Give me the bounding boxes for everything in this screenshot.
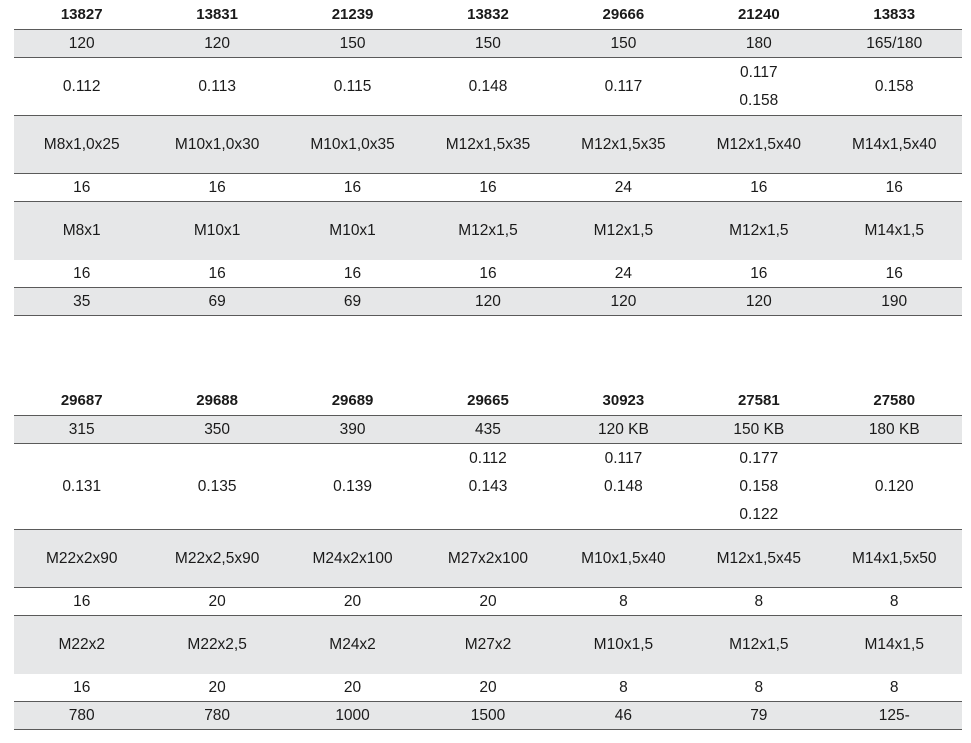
cell-value: 16	[479, 178, 497, 196]
cell-value: M14x1,5x40	[852, 135, 937, 153]
cell-value: 16	[479, 264, 497, 282]
cell-value: M12x1,5	[593, 222, 654, 239]
cell-value: 0.131	[62, 477, 102, 495]
cell-value: 16	[73, 592, 91, 610]
cell-value: 20	[343, 592, 362, 610]
cell-value: M8x1	[62, 222, 101, 239]
cell-value: 120	[745, 292, 772, 310]
table-cell	[285, 288, 420, 315]
cell-value: 0.122	[739, 505, 779, 523]
table-row	[14, 702, 962, 730]
table-cell	[149, 588, 284, 615]
table-cell	[420, 588, 555, 615]
table-row	[14, 674, 962, 702]
table-cell	[285, 30, 420, 57]
column-header: 29666	[602, 5, 645, 23]
table-cell	[14, 674, 149, 701]
cell-value: 20	[479, 592, 497, 610]
table-cell	[691, 444, 826, 529]
cell-value: 8	[619, 592, 628, 610]
table-header-row	[14, 0, 962, 30]
cell-value: 16	[73, 264, 91, 282]
cell-value: 8	[619, 678, 628, 696]
table-row	[14, 260, 962, 288]
column-header: 13831	[196, 5, 238, 23]
table-cell	[14, 588, 149, 615]
cell-value: 8	[889, 678, 899, 696]
cell-value: 16	[885, 264, 903, 282]
table-cell	[420, 416, 555, 443]
table-cell	[149, 174, 284, 201]
cell-value: M27x2x100	[447, 549, 529, 567]
table-cell	[14, 416, 149, 443]
table-cell	[827, 530, 962, 587]
table-cell	[827, 588, 962, 615]
table-cell	[691, 674, 826, 701]
cell-value: 16	[343, 178, 362, 196]
cell-value: 435	[475, 420, 501, 438]
column-header: 21239	[331, 5, 374, 23]
table-cell	[691, 58, 826, 115]
table-cell	[556, 260, 691, 287]
table-cell	[14, 616, 149, 674]
cell-value: 0.158	[739, 477, 779, 495]
cell-value: 46	[614, 706, 633, 724]
cell-value: 120	[475, 292, 501, 310]
table-cell	[827, 702, 962, 729]
cell-value: M12x1,5	[729, 636, 789, 653]
cell-value: 1000	[335, 706, 370, 724]
table-cell	[285, 530, 420, 587]
cell-value: 180 KB	[868, 420, 920, 438]
table-cell	[14, 30, 149, 57]
table-cell	[556, 288, 691, 315]
table-cell	[420, 30, 555, 57]
cell-value: 0.117	[604, 449, 643, 467]
cell-value	[621, 501, 625, 529]
cell-value: 0.117	[740, 63, 778, 81]
table-cell	[556, 616, 691, 674]
table-cell	[420, 674, 555, 701]
cell-value: 0.148	[604, 477, 643, 495]
column-header: 29688	[196, 391, 238, 409]
cell-value: 0.143	[468, 477, 508, 495]
column-header: 29665	[467, 391, 509, 409]
cell-value: 79	[750, 706, 768, 724]
table-row	[14, 444, 962, 530]
table-row	[14, 530, 962, 588]
table-cell	[149, 530, 284, 587]
table-cell	[14, 444, 149, 529]
table-cell	[14, 202, 149, 260]
table-cell	[691, 702, 826, 729]
cell-value: 8	[754, 678, 764, 696]
cell-value: 0.120	[874, 477, 914, 495]
table-cell	[149, 416, 284, 443]
table-cell	[691, 30, 826, 57]
column-header: 27581	[737, 391, 780, 409]
table-cell	[149, 288, 284, 315]
table-cell	[556, 530, 691, 587]
cell-value: 180	[745, 34, 772, 52]
cell-value: M8x1,0x25	[43, 135, 120, 153]
column-header: 29687	[60, 391, 103, 409]
cell-value: 0.139	[333, 477, 372, 495]
cell-value: 0.113	[198, 77, 236, 95]
table-cell	[285, 444, 420, 529]
table-cell	[149, 616, 284, 674]
cell-value: M12x1,5x35	[581, 135, 666, 153]
table-cell	[691, 588, 826, 615]
table-cell	[827, 288, 962, 315]
cell-value: 190	[881, 292, 908, 310]
cell-value: M27x2	[464, 636, 512, 653]
cell-value: M10x1,0x30	[174, 135, 260, 153]
cell-value: 120 KB	[597, 420, 649, 438]
cell-value: 16	[73, 678, 91, 696]
table-row	[14, 116, 962, 174]
cell-value: M24x2x100	[312, 549, 393, 567]
cell-value: 150	[475, 34, 501, 52]
cell-value: 120	[204, 34, 231, 52]
table-cell	[827, 202, 962, 260]
cell-value: 69	[208, 292, 226, 310]
table-cell	[420, 616, 555, 674]
table-cell	[149, 260, 284, 287]
table-cell	[691, 288, 826, 315]
table-cell	[285, 674, 420, 701]
table-cell	[420, 116, 555, 173]
table-cell	[14, 116, 149, 173]
cell-value: M22x2,5	[187, 636, 247, 653]
table-cell	[420, 530, 555, 587]
table-cell	[285, 588, 420, 615]
cell-value: 20	[479, 678, 497, 696]
cell-value: M24x2	[329, 636, 376, 653]
spec-table-1	[14, 0, 962, 316]
cell-value: 390	[339, 420, 366, 438]
cell-value: 16	[885, 178, 903, 196]
cell-value: 0.177	[739, 449, 779, 467]
cell-value: 120	[610, 292, 637, 310]
cell-value: M10x1,0x35	[310, 135, 395, 153]
table-cell	[691, 202, 826, 260]
table-cell	[14, 58, 149, 115]
cell-value: 0.158	[874, 77, 914, 95]
cell-value: 16	[750, 178, 768, 196]
table-cell	[285, 416, 420, 443]
table-cell	[14, 702, 149, 729]
cell-value: 16	[343, 264, 362, 282]
cell-value: 20	[208, 678, 226, 696]
cell-value: 16	[208, 264, 226, 282]
cell-value: 0.148	[468, 77, 508, 95]
cell-value: 165/180	[866, 34, 923, 52]
cell-value: M14x1,5	[864, 222, 924, 239]
cell-value: 0.135	[197, 477, 237, 495]
table-cell	[285, 260, 420, 287]
table-row	[14, 202, 962, 260]
table-cell	[420, 288, 555, 315]
table-header-row	[14, 386, 962, 416]
table-cell	[556, 30, 691, 57]
table-cell	[149, 674, 284, 701]
table-cell	[691, 616, 826, 674]
table-cell	[827, 174, 962, 201]
table-cell	[691, 116, 826, 173]
cell-value: 8	[889, 592, 899, 610]
column-header: 13827	[60, 5, 103, 23]
cell-value: 24	[614, 178, 633, 196]
table-cell	[556, 588, 691, 615]
cell-value: M12x1,5x40	[716, 135, 802, 153]
cell-value: 24	[614, 264, 633, 282]
cell-value: 16	[73, 178, 91, 196]
cell-value: 125-	[878, 706, 910, 724]
table-cell	[827, 674, 962, 701]
cell-value: 0.117	[604, 77, 643, 95]
cell-value: M10x1	[193, 222, 241, 239]
table-row	[14, 616, 962, 674]
table-cell	[285, 58, 420, 115]
cell-value: M12x1,5	[458, 222, 518, 239]
table-cell	[14, 174, 149, 201]
column-header: 27580	[873, 391, 916, 409]
table-cell	[827, 616, 962, 674]
cell-value: 20	[208, 592, 226, 610]
table-cell	[285, 116, 420, 173]
table-cell	[556, 674, 691, 701]
table-cell	[420, 702, 555, 729]
table-cell	[691, 174, 826, 201]
column-header: 13833	[873, 5, 916, 23]
cell-value: M10x1	[329, 222, 376, 239]
cell-value: M10x1,5x40	[581, 549, 666, 567]
cell-value: 150 KB	[733, 420, 785, 438]
table-cell	[556, 444, 691, 529]
column-header: 30923	[602, 391, 645, 409]
cell-value: M14x1,5x50	[852, 549, 937, 567]
cell-value: M14x1,5	[864, 636, 924, 653]
table-cell	[420, 202, 555, 260]
table-row	[14, 30, 962, 58]
column-header: 13832	[467, 5, 509, 23]
table-cell	[285, 616, 420, 674]
table-cell	[556, 416, 691, 443]
table-row	[14, 288, 962, 316]
cell-value: 8	[754, 592, 764, 610]
table-row	[14, 58, 962, 116]
cell-value: M10x1,5	[593, 636, 654, 653]
table-row	[14, 416, 962, 444]
table-cell	[149, 116, 284, 173]
cell-value: 0.112	[469, 449, 507, 467]
cell-value: 350	[204, 420, 231, 438]
cell-value: 0.112	[62, 77, 101, 95]
table-cell	[556, 174, 691, 201]
cell-value: 16	[750, 264, 768, 282]
cell-value: M22x2,5x90	[174, 549, 260, 567]
table-cell	[285, 702, 420, 729]
table-cell	[827, 444, 962, 529]
cell-value: 16	[208, 178, 226, 196]
column-header: 29689	[331, 391, 374, 409]
cell-value: M12x1,5x35	[445, 135, 531, 153]
cell-value: 0.158	[739, 91, 779, 109]
cell-value: 315	[68, 420, 95, 438]
cell-value: M12x1,5	[729, 222, 789, 239]
table-cell	[827, 30, 962, 57]
table-cell	[827, 416, 962, 443]
table-cell	[14, 288, 149, 315]
table-cell	[556, 58, 691, 115]
table-cell	[149, 702, 284, 729]
table-cell	[827, 116, 962, 173]
table-cell	[420, 58, 555, 115]
cell-value: M22x2	[58, 636, 105, 653]
table-cell	[691, 530, 826, 587]
cell-value: 780	[204, 706, 231, 724]
cell-value: 120	[68, 34, 95, 52]
table-cell	[691, 416, 826, 443]
cell-value: 1500	[470, 706, 506, 724]
cell-value: 780	[68, 706, 95, 724]
table-cell	[556, 202, 691, 260]
table-cell	[827, 260, 962, 287]
table-cell	[149, 58, 284, 115]
table-cell	[827, 58, 962, 115]
cell-value: 35	[73, 292, 91, 310]
cell-value: 150	[339, 34, 366, 52]
table-cell	[14, 260, 149, 287]
table-cell	[556, 116, 691, 173]
table-cell	[420, 444, 555, 529]
table-cell	[285, 174, 420, 201]
cell-value: 20	[343, 678, 362, 696]
cell-value	[486, 501, 490, 529]
column-header: 21240	[737, 5, 780, 23]
table-cell	[149, 444, 284, 529]
cell-value: M22x2x90	[45, 549, 118, 567]
table-cell	[420, 260, 555, 287]
table-cell	[285, 202, 420, 260]
spec-table-2	[14, 386, 962, 730]
table-cell	[149, 202, 284, 260]
cell-value: 0.115	[333, 77, 372, 95]
table-cell	[691, 260, 826, 287]
table-cell	[556, 702, 691, 729]
table-row	[14, 174, 962, 202]
table-cell	[149, 30, 284, 57]
cell-value: 150	[610, 34, 637, 52]
cell-value: M12x1,5x45	[716, 549, 802, 567]
table-row	[14, 588, 962, 616]
table-cell	[420, 174, 555, 201]
cell-value: 69	[343, 292, 362, 310]
table-cell	[14, 530, 149, 587]
